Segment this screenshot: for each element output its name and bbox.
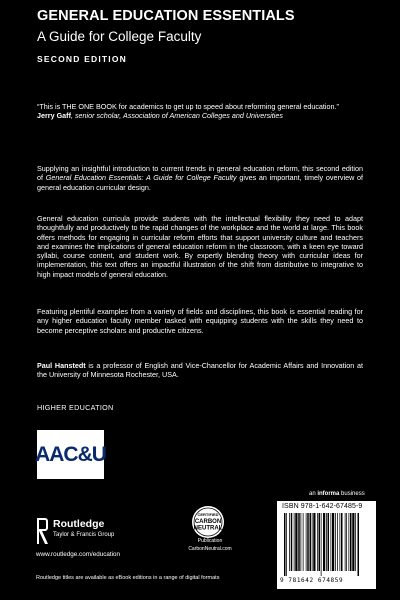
- barcode-bar: [294, 513, 295, 571]
- barcode-bar: [317, 513, 318, 571]
- subject-category: HIGHER EDUCATION: [37, 403, 114, 412]
- edition-label: SECOND EDITION: [37, 54, 128, 64]
- isbn-number: ISBN 978-1-642-67485-9: [282, 503, 363, 510]
- barcode-bar: [298, 513, 300, 571]
- barcode-bar: [335, 513, 336, 571]
- carbon-badge-line-2: CARBON: [194, 519, 222, 525]
- carbon-publication-label: Publication: [197, 538, 223, 544]
- barcode-bar: [289, 513, 290, 571]
- informa-brand: informa: [317, 491, 340, 497]
- carbon-neutral-badge-icon: [191, 505, 225, 539]
- informa-business-label: [309, 491, 365, 497]
- quote-attribution: [37, 111, 367, 120]
- author-bio-text: is a professor of English and Vice-Chancellor for Academic Affairs and Innovation at the University of Minnesota Rochester, USA.: [37, 361, 363, 380]
- barcode-bar: [341, 513, 343, 571]
- barcode-bar: [286, 513, 287, 576]
- informa-prefix: an: [309, 491, 318, 497]
- barcode-bar: [337, 513, 338, 571]
- barcode-bar: [326, 513, 327, 571]
- quote-text: “This is THE ONE BOOK for academics to get up to speed about reforming general education.”: [37, 102, 339, 111]
- aacu-logo-text: AAC&U: [35, 442, 106, 466]
- barcode-bar: [313, 513, 315, 571]
- barcode-bar: [328, 513, 330, 571]
- publisher-name: Routledge: [53, 518, 105, 530]
- publisher-group: Taylor & Francis Group: [53, 532, 115, 538]
- publisher-url[interactable]: www.routledge.com/education: [36, 551, 121, 558]
- barcode-bar: [295, 513, 297, 571]
- barcode-bar: [303, 513, 304, 571]
- barcode-bar: [358, 513, 360, 576]
- description-paragraph-1: [37, 164, 363, 192]
- endorsement-quote: [37, 102, 367, 121]
- p1-book-title: General Education Essentials: A Guide for College Faculty: [45, 173, 237, 183]
- isbn-barcode-block: [277, 501, 376, 589]
- barcode-bar: [355, 513, 356, 571]
- barcode-bar: [301, 513, 302, 571]
- barcode-bar: [331, 513, 332, 571]
- barcode-bar: [284, 513, 286, 576]
- barcode-bar: [310, 513, 312, 571]
- p1-text-a: Supplying an insightful introduction to current trends in general education reform, this second edition of: [37, 164, 363, 183]
- barcode-bar: [350, 513, 352, 571]
- description-paragraph-2: General education curricula provide students with the intellectual flexibility they need to adapt thoughtfully and productively to the rapid changes of the workplace and the world at large. This book offers methods for engaging in curricular reform efforts that support university culture and teachers and examines the implications of general education reform in the classroom, with a keen eye toward syllabi, course content, and student work. By expertly blending theory with curricular ideas for implementation, this text offers an impactful illustration of the shift from distributive to integrative to high impact models of general education.: [37, 214, 363, 279]
- aacu-logo: [37, 430, 104, 479]
- barcode-bar: [332, 513, 334, 571]
- book-title: GENERAL EDUCATION ESSENTIALS: [37, 8, 295, 24]
- barcode-bar: [352, 513, 354, 571]
- quote-author: Jerry Gaff: [37, 111, 71, 121]
- description-paragraph-3: Featuring plentiful examples from a variety of fields and disciplines, this book is essential reading for any higher education faculty member tasked with equipping students with the skills they need to become perceptive scholars and productive citizens.: [37, 307, 363, 335]
- barcode-bar: [312, 513, 313, 571]
- barcode-bar: [321, 513, 322, 576]
- carbon-badge-line-1: CERTIFIED: [197, 512, 219, 517]
- routledge-logo-icon: [36, 517, 49, 545]
- barcode-icon: [282, 513, 371, 576]
- barcode-bar: [306, 513, 307, 571]
- barcode-bar: [349, 513, 350, 571]
- barcode-bar: [340, 513, 341, 571]
- barcode-bar: [291, 513, 293, 571]
- barcode-bar: [307, 513, 309, 571]
- barcode-bar: [323, 513, 325, 571]
- p1-text-b: gives an important, timely overview of general education curricular design.: [37, 173, 363, 192]
- informa-suffix: business: [339, 491, 365, 497]
- carbon-badge-line-3: NEUTRAL: [193, 525, 223, 532]
- author-bio: [37, 361, 363, 380]
- barcode-bar: [345, 513, 346, 571]
- ebook-footer-note: Routledge titles are available as eBook editions in a range of digital formats: [36, 575, 220, 581]
- barcode-bar: [346, 513, 347, 571]
- barcode-bar: [319, 513, 321, 571]
- book-subtitle: A Guide for College Faculty: [37, 29, 202, 44]
- quote-author-role: , senior scholar, Association of American Colleges and Universities: [70, 111, 283, 121]
- ean-number: 9 781642 674859: [280, 577, 344, 584]
- author-name: Paul Hanstedt: [37, 361, 86, 370]
- carbon-url: CarbonNeutral.com: [188, 546, 232, 552]
